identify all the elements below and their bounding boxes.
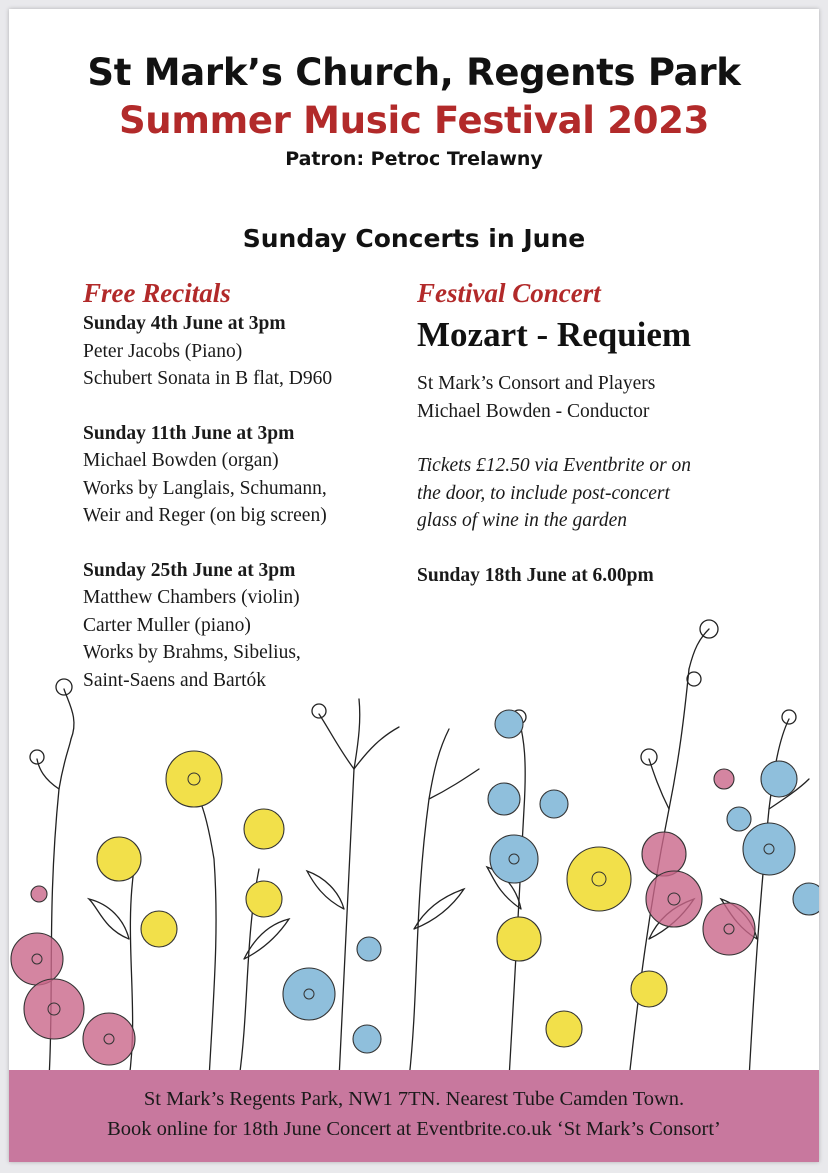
recital-line: Works by Brahms, Sibelius,	[83, 642, 301, 663]
concert-work-title: Mozart - Requiem	[417, 315, 692, 354]
church-title: St Mark’s Church, Regents Park	[87, 51, 741, 94]
recital-line: Saint-Saens and Bartók	[83, 669, 267, 691]
recital-line: Matthew Chambers (violin)	[83, 587, 300, 608]
festival-concert-heading: Festival Concert	[417, 278, 601, 308]
footer-address: St Mark’s Regents Park, NW1 7TN. Nearest Tube Camden Town.	[143, 1088, 685, 1110]
recital-line: Carter Muller (piano)	[83, 614, 251, 636]
performer-line: Michael Bowden - Conductor	[417, 400, 650, 422]
poster	[9, 9, 819, 1162]
ticket-line: the door, to include post-concert	[417, 482, 670, 504]
recital-date: Sunday 4th June at 3pm	[83, 313, 286, 334]
performer-line: St Mark’s Consort and Players	[417, 373, 656, 394]
patron-line: Patron: Petroc Trelawny	[285, 148, 543, 170]
festival-title: Summer Music Festival 2023	[118, 99, 710, 142]
poster-header	[9, 49, 819, 173]
recital-line: Weir and Reger (on big screen)	[83, 505, 327, 526]
concert-date: Sunday 18th June at 6.00pm	[417, 564, 654, 586]
festival-concert-column	[417, 276, 797, 589]
concerts-subtitle: Sunday Concerts in June	[242, 224, 586, 253]
ticket-line: glass of wine in the garden	[417, 510, 627, 531]
recital-item	[83, 420, 413, 530]
recital-date: Sunday 11th June at 3pm	[83, 422, 295, 444]
free-recitals-heading: Free Recitals	[83, 278, 231, 308]
recital-date: Sunday 25th June at 3pm	[83, 559, 296, 581]
recital-line: Works by Langlais, Schumann,	[83, 477, 327, 499]
recital-line: Peter Jacobs (Piano)	[83, 340, 243, 362]
footer-booking: Book online for 18th June Concert at Eventbrite.co.uk ‘St Mark’s Consort’	[107, 1118, 721, 1140]
recital-item	[83, 310, 413, 393]
footer-banner	[9, 1070, 819, 1162]
recital-line: Michael Bowden (organ)	[83, 450, 279, 471]
recital-line: Schubert Sonata in B flat, D960	[83, 368, 333, 389]
ticket-line: Tickets £12.50 via Eventbrite or on	[417, 455, 692, 476]
flower-illustration	[9, 609, 819, 1079]
